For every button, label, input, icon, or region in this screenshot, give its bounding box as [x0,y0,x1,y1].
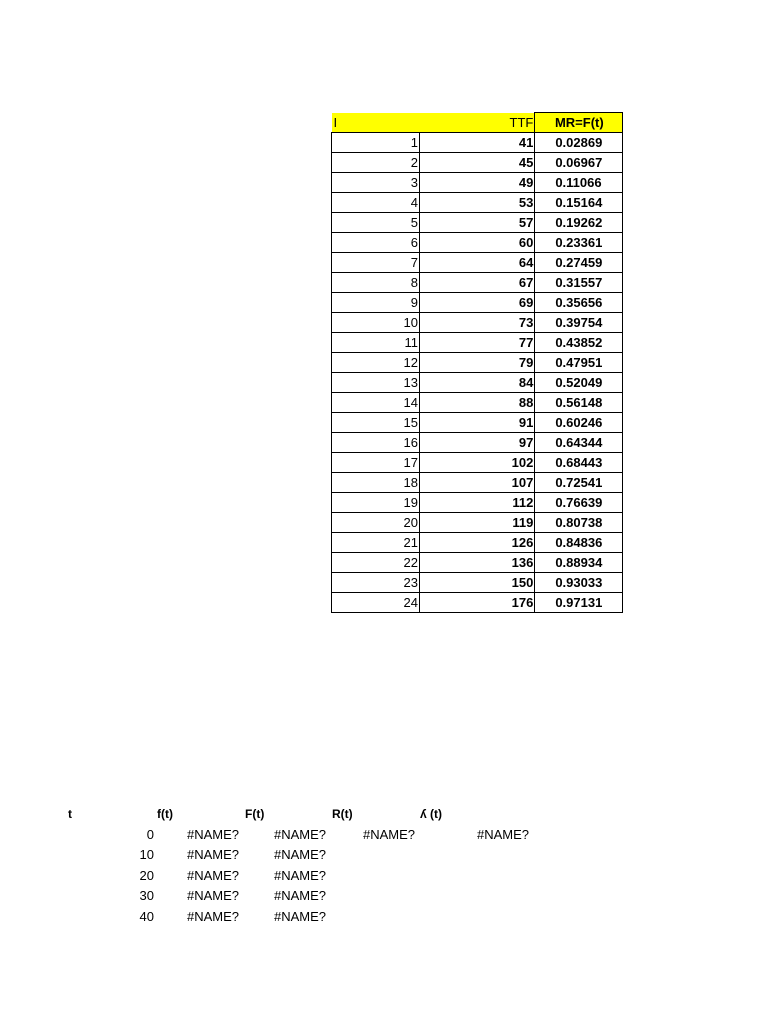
cell-t[interactable]: 20 [139,867,154,883]
cell-mr[interactable]: 0.39754 [535,313,623,333]
cell-ttf[interactable]: 84 [420,373,535,393]
cell-t[interactable]: 40 [139,908,154,924]
cell-i[interactable]: 15 [332,413,420,433]
cell-i[interactable]: 12 [332,353,420,373]
cell-ttf[interactable]: 64 [420,253,535,273]
table-row [332,173,623,193]
cell-ttf[interactable]: 150 [420,573,535,593]
table-row [332,553,623,573]
cell-ttf[interactable]: 67 [420,273,535,293]
table-row [332,493,623,513]
cell-F[interactable]: #NAME? [274,847,327,862]
reliability-header-row [0,804,768,825]
cell-i[interactable]: 1 [332,133,420,153]
table-row [0,886,768,907]
table-row [0,825,768,846]
table-row [332,393,623,413]
table-row [332,353,623,373]
cell-i[interactable]: 22 [332,553,420,573]
ttf-header-row [332,113,623,133]
cell-ttf[interactable]: 45 [420,153,535,173]
reliability-table [0,804,768,927]
table-row [332,573,623,593]
cell-i[interactable]: 24 [332,593,420,613]
cell-i[interactable]: 4 [332,193,420,213]
table-row [0,845,768,866]
cell-i[interactable]: 20 [332,513,420,533]
table-row [332,593,623,613]
cell-ttf[interactable]: 57 [420,213,535,233]
cell-ttf[interactable]: 41 [420,133,535,153]
cell-f[interactable]: #NAME? [187,908,240,924]
cell-mr[interactable]: 0.06967 [535,153,623,173]
cell-i[interactable]: 21 [332,533,420,553]
table-row [332,473,623,493]
cell-i[interactable]: 18 [332,473,420,493]
cell-ttf[interactable]: 102 [420,453,535,473]
table-row [332,513,623,533]
header-ttf[interactable]: TTF [420,113,535,133]
table-row [332,333,623,353]
header-lambda[interactable]: ʎ (t) [420,807,442,821]
cell-ttf[interactable]: 79 [420,353,535,373]
cell-i[interactable]: 3 [332,173,420,193]
cell-ttf[interactable]: 73 [420,313,535,333]
table-row [332,253,623,273]
cell-i[interactable]: 17 [332,453,420,473]
ttf-table-body [332,113,623,613]
cell-i[interactable]: 8 [332,273,420,293]
cell-i[interactable]: 2 [332,153,420,173]
cell-lambda[interactable]: #NAME? [477,826,530,842]
table-row [332,213,623,233]
cell-mr[interactable]: 0.56148 [535,393,623,413]
header-F[interactable]: F(t) [245,807,265,821]
cell-ttf[interactable]: 49 [420,173,535,193]
cell-ttf[interactable]: 69 [420,293,535,313]
table-row [332,313,623,333]
cell-ttf[interactable]: 136 [420,553,535,573]
header-R[interactable]: R(t) [332,807,353,821]
cell-mr[interactable]: 0.47951 [535,353,623,373]
cell-mr[interactable]: 0.64344 [535,433,623,453]
cell-i[interactable]: 6 [332,233,420,253]
table-row [332,233,623,253]
cell-mr[interactable]: 0.43852 [535,333,623,353]
cell-mr[interactable]: 0.35656 [535,293,623,313]
cell-ttf[interactable]: 176 [420,593,535,613]
table-row [332,453,623,473]
cell-F[interactable]: #NAME? [274,888,327,903]
cell-ttf[interactable]: 112 [420,493,535,513]
cell-mr[interactable]: 0.19262 [535,213,623,233]
cell-ttf[interactable]: 91 [420,413,535,433]
cell-i[interactable]: 14 [332,393,420,413]
cell-i[interactable]: 5 [332,213,420,233]
cell-mr[interactable]: 0.60246 [535,413,623,433]
table-row [332,533,623,553]
table-row [332,133,623,153]
cell-ttf[interactable]: 107 [420,473,535,493]
reliability-rows [0,825,768,928]
cell-i[interactable]: 23 [332,573,420,593]
table-row [332,273,623,293]
cell-F[interactable]: #NAME? [274,908,327,924]
cell-mr[interactable]: 0.11066 [535,173,623,193]
cell-i[interactable]: 11 [332,333,420,353]
cell-t[interactable]: 0 [146,826,154,842]
cell-R[interactable]: #NAME? [363,826,416,842]
cell-ttf[interactable]: 53 [420,193,535,213]
cell-i[interactable]: 9 [332,293,420,313]
header-mr[interactable]: MR=F(t) [535,113,623,133]
cell-f[interactable]: #NAME? [187,847,240,862]
table-row [332,373,623,393]
cell-f[interactable]: #NAME? [187,826,240,842]
cell-mr[interactable]: 0.68443 [535,453,623,473]
cell-ttf[interactable]: 88 [420,393,535,413]
header-f[interactable]: f(t) [157,807,173,821]
cell-mr[interactable]: 0.27459 [535,253,623,273]
cell-F[interactable]: #NAME? [274,826,327,842]
cell-ttf[interactable]: 77 [420,333,535,353]
header-i[interactable]: I [332,113,420,133]
cell-i[interactable]: 13 [332,373,420,393]
table-row [332,293,623,313]
cell-mr[interactable]: 0.52049 [535,373,623,393]
cell-F[interactable]: #NAME? [274,867,327,883]
ttf-table [331,112,623,613]
cell-f[interactable]: #NAME? [187,867,240,883]
cell-i[interactable]: 7 [332,253,420,273]
cell-mr[interactable]: 0.76639 [535,493,623,513]
cell-mr[interactable]: 0.23361 [535,233,623,253]
cell-ttf[interactable]: 126 [420,533,535,553]
cell-mr[interactable]: 0.15164 [535,193,623,213]
cell-ttf[interactable]: 119 [420,513,535,533]
cell-mr[interactable]: 0.31557 [535,273,623,293]
cell-i[interactable]: 16 [332,433,420,453]
cell-ttf[interactable]: 60 [420,233,535,253]
cell-i[interactable]: 19 [332,493,420,513]
header-t[interactable]: t [68,807,72,821]
table-row [332,433,623,453]
cell-mr[interactable]: 0.84836 [535,533,623,553]
cell-mr[interactable]: 0.72541 [535,473,623,493]
table-row [332,413,623,433]
cell-mr[interactable]: 0.97131 [535,593,623,613]
cell-t[interactable]: 10 [139,847,154,862]
table-row [0,907,768,928]
cell-mr[interactable]: 0.88934 [535,553,623,573]
cell-f[interactable]: #NAME? [187,888,240,903]
cell-ttf[interactable]: 97 [420,433,535,453]
table-row [332,153,623,173]
cell-mr[interactable]: 0.80738 [535,513,623,533]
cell-mr[interactable]: 0.93033 [535,573,623,593]
cell-t[interactable]: 30 [139,888,154,903]
table-row [0,866,768,887]
cell-i[interactable]: 10 [332,313,420,333]
cell-mr[interactable]: 0.02869 [535,133,623,153]
table-row [332,193,623,213]
